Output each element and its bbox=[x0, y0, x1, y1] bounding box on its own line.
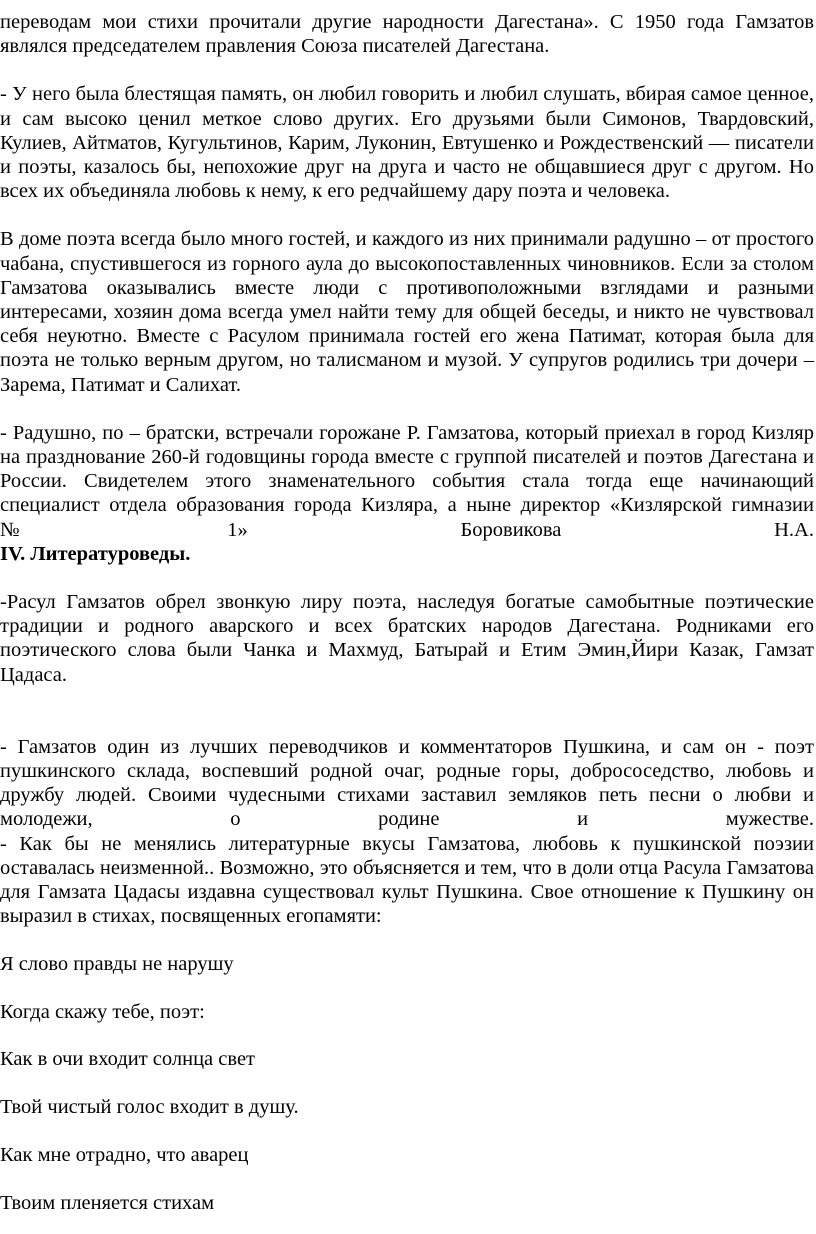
verse-line-5: Как мне отрадно, что аварец bbox=[0, 1143, 249, 1166]
verse-line-4: Твой чистый голос входит в душу. bbox=[0, 1096, 299, 1119]
verse-line-2: Когда скажу тебе, поэт: bbox=[0, 1000, 205, 1023]
paragraph-1-line-1: переводам мои стихи прочитали другие народности Дагестана». С 1950 года Гамзатов bbox=[0, 11, 814, 33]
section-heading: IV. Литературоведы. bbox=[0, 542, 191, 565]
paragraph-5: -Расул Гамзатов обрел звонкую лиру поэта, наследуя богатые самобытные поэтические традиции и родного аварского и всех братских народов Дагестана. Родниками его поэтического слова были Чанка и Махмуд, Батырай и Етим Эмин,Йири Казак, Гамзат Цадаса. bbox=[0, 591, 814, 686]
paragraph-7: - Как бы не менялись литературные вкусы Гамзатова, любовь к пушкинской поэзии оставалась неизменной.. Возможно, это объясняется и тем, что в доли отца Расула Гамзатова для Гамзата Цадасы издавна существовал культ Пушкина. Свое отношение к Пушкину он выразил в стихах, посвященных егопамяти: bbox=[0, 832, 814, 928]
spacer bbox=[0, 203, 814, 227]
spacer bbox=[0, 58, 814, 82]
spacer bbox=[0, 1024, 814, 1048]
spacer bbox=[0, 687, 814, 735]
spacer bbox=[0, 566, 814, 590]
spacer bbox=[0, 1119, 814, 1143]
paragraph-3: В доме поэта всегда было много гостей, и каждого из них принимали радушно – от простого чабана, спустившегося из горного аула до высокопоставленных чиновников. Если за столом Гамзатова оказывались вместе люди с противоположными взглядами и разными интересами, хозяин дома всегда умел найти тему для общей беседы, и никто не чувствовал себя неуютно. Вместе с Расулом принимала гостей его жена Патимат, которая была для поэта не только верным другом, но талисманом и музой. У супругов родились три дочери – Зарема, Патимат и Салихат. bbox=[0, 228, 814, 396]
verse-line-6: Твоим пленяется стихам bbox=[0, 1191, 215, 1214]
verse-line-1: Я слово правды не нарушу bbox=[0, 953, 234, 975]
spacer bbox=[0, 397, 814, 421]
paragraph-6: - Гамзатов один из лучших переводчиков и комментаторов Пушкина, и сам он - поэт пушкинского склада, воспевший родной очаг, родные горы, добрососедство, любовь и дружбу людей. Своими чудесными стихами заставил земляков петь песни о любви и молодежи, о родине и мужестве. bbox=[0, 735, 814, 831]
spacer bbox=[0, 929, 814, 953]
paragraph-4: - Радушно, по – братски, встречали горожане Р. Гамзатова, который приехал в город Кизляр на празднование 260-й годовщины города вместе с группой писателей и поэтов Дагестана и России. Свидетелем этого знаменательного события стала тогда еще начинающий специалист отдела образования города Кизляра, а ныне директор «Кизлярской гимназии №1» Боровикова Н.А. bbox=[0, 421, 814, 541]
paragraph-1-line-2: являлся председателем правления Союза писателей Дагестана. bbox=[0, 35, 550, 58]
spacer bbox=[0, 1072, 814, 1096]
spacer bbox=[0, 976, 814, 1000]
verse-line-3: Как в очи входит солнца свет bbox=[0, 1048, 255, 1071]
paragraph-2: - У него была блестящая память, он любил говорить и любил слушать, вбирая самое ценное, и сам высоко ценил меткое слово других. Его друзьями были Симонов, Твардовский, Кулиев, Айтматов, Кугультинов, Карим, Луконин, Евтушенко и Рождественский — писатели и поэты, казалось бы, непохожие друг на друга и часто не общавшиеся друг с другом. Но всех их объединяла любовь к нему, к его редчайшему дару поэта и человека. bbox=[0, 83, 814, 203]
spacer bbox=[0, 1167, 814, 1191]
